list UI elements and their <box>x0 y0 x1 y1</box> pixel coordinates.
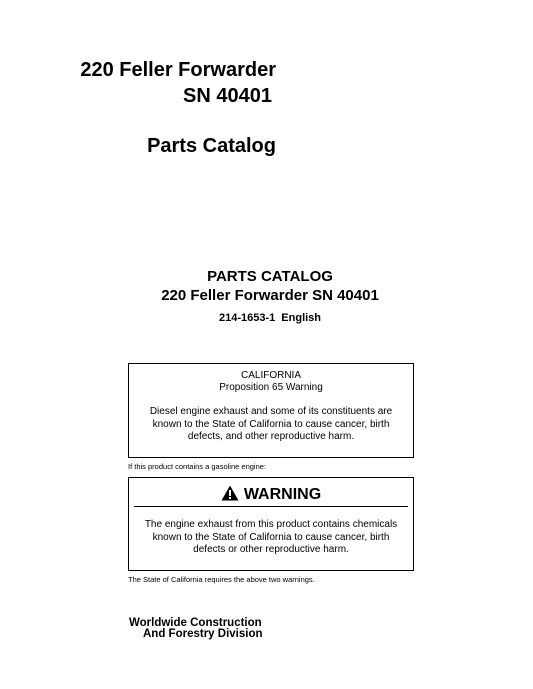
gasoline-warning-text: The engine exhaust from this product contains chemicals known to the State of California to cause cancer, birth defects or other reproductive harm. <box>144 519 398 555</box>
warning-heading: WARNING <box>243 486 322 503</box>
catalog-model: 220 Feller Forwarder SN 40401 <box>161 287 379 304</box>
warning-header <box>134 484 408 507</box>
california-label: CALIFORNIA <box>240 370 301 381</box>
california-warning-text: Diesel engine exhaust and some of its constituents are known to the State of California to cause cancer, birth defects, and other reproductive harm. <box>149 406 393 442</box>
catalog-part-number: 214-1653-1 English <box>218 312 322 324</box>
cover-title-line-1: 220 Feller Forwarder <box>80 59 276 81</box>
warning-triangle-icon <box>221 485 239 501</box>
cover-title-line-3: Parts Catalog <box>147 135 276 157</box>
division-line-2: And Forestry Division <box>143 628 263 640</box>
proposition-65-label: Proposition 65 Warning <box>219 382 323 393</box>
gasoline-warning-box <box>128 477 414 571</box>
california-requirement-note: The State of California requires the above two warnings. <box>128 575 315 584</box>
california-warning-box <box>128 363 414 458</box>
gasoline-note: If this product contains a gasoline engine: <box>128 462 267 471</box>
cover-title-line-2: SN 40401 <box>183 85 272 107</box>
catalog-heading: PARTS CATALOG <box>207 268 333 285</box>
division-line-1: Worldwide Construction <box>129 617 262 629</box>
